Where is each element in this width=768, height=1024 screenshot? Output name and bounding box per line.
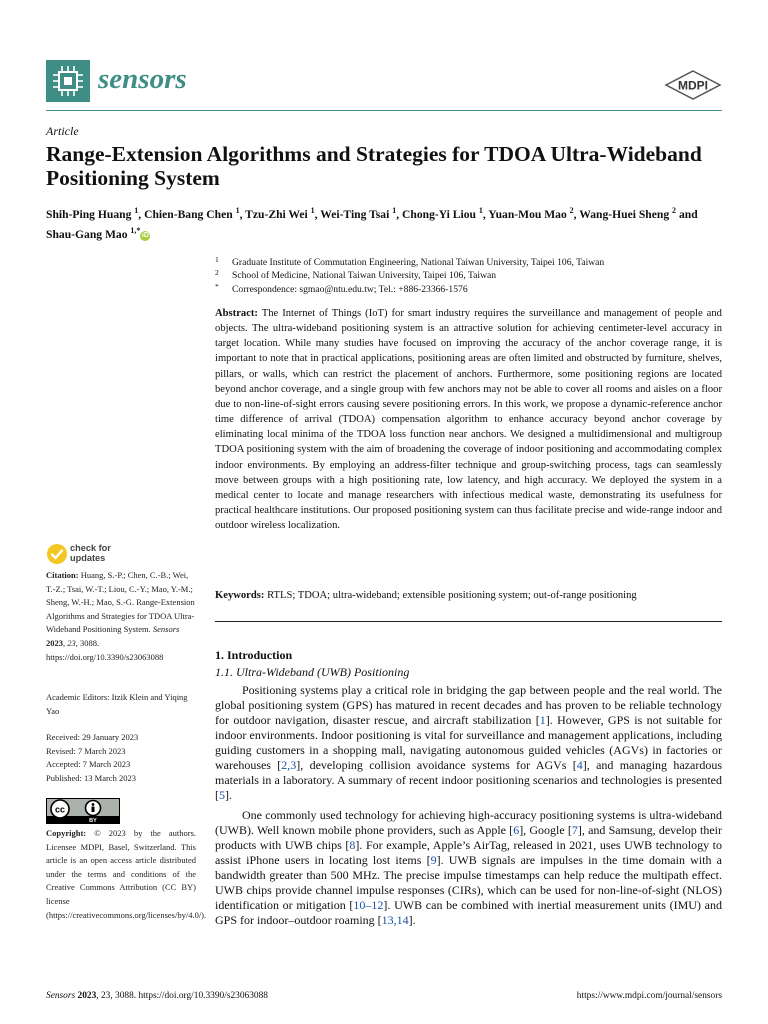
cc-by-license-icon[interactable] — [46, 798, 120, 824]
footer-year: 2023 — [77, 991, 97, 1001]
author-affiliation-mark: 1 — [392, 206, 397, 215]
mdpi-logo-icon — [664, 70, 722, 100]
section-heading: 1. Introduction — [215, 648, 293, 662]
reference-link[interactable]: 2,3 — [281, 758, 297, 772]
paragraph-text: One commonly used technology for achieving high-accuracy positioning systems is ultra-wideband (UWB). Well known mobile phone providers, such as Apple [ — [215, 808, 722, 837]
reference-link[interactable]: 13,14 — [381, 913, 409, 927]
check-for-updates-icon[interactable] — [46, 543, 68, 565]
author-affiliation-mark: 1 — [478, 206, 483, 215]
reference-link[interactable]: 1 — [539, 713, 546, 727]
abstract-label: Abstract: — [215, 308, 258, 319]
copyright — [46, 827, 207, 922]
author-affiliation-mark: 1 — [310, 206, 315, 215]
academic-editors: Academic Editors: Itzik Klein and Yiqing Yao — [46, 692, 188, 716]
paragraph-text: ]. — [225, 788, 232, 802]
author-affiliation-mark: 2 — [672, 206, 677, 215]
check-label-line: check for — [70, 543, 111, 553]
affiliation-text: School of Medicine, National Taiwan University, Taipei 106, Taiwan — [232, 270, 497, 281]
citation-volume: 23 — [67, 637, 76, 648]
date-accepted: Accepted: 7 March 2023 — [46, 759, 131, 770]
footer-journal: Sensors — [46, 991, 76, 1001]
abstract — [215, 306, 722, 533]
reference-link[interactable]: 7 — [571, 823, 578, 837]
affiliation-mark: * — [215, 282, 219, 291]
abstract-text: The Internet of Things (IoT) for smart industry requires the surveillance and management of people and objects. The ultra-wideband positioning system is an attractive solution for achieving centimeter-level accuracy in target location. While many studies have focused on improving the accuracy of the anchor coverage range, it is important to note that in practical applications, positioning areas are often limited and obstructed by furniture, shelves, pillars, or walls, which can restrict the placement of anchors. Furthermore, some positioning regions are located beyond anchor coverage, and a single group with few anchors may not be able to cover all rooms and aisles on a floor due to non-line-of-sight errors causing severe positioning errors. In this work, we propose a dynamic-reference anchor time difference of arrival (TDOA) compensation algorithm to enhance accuracy beyond anchor coverage by eliminating local minima of the TDOA loss function near anchors. We designed a multidimensional and multigroup TDOA positioning system with the aim of broadening the coverage of indoor positioning and accommodating complex indoor environments. By employing an address-filter technique and group-switching process, tags can seamlessly move between groups with a high positioning rate, low latency, and high accuracy. We deployed the system in a medical center to locate and manage researchers with infectious medical waste, demonstrating its usefulness for practical healthcare institutions. Our proposed positioning system can thus facilitate precise and wide-range indoor and outdoor wireless localization. — [215, 308, 722, 532]
footer-doi[interactable]: , 23, 3088. https://doi.org/10.3390/s23063088 — [96, 991, 268, 1001]
author-affiliation-mark: 2 — [569, 206, 574, 215]
header-divider — [46, 110, 722, 111]
correspondence — [215, 281, 725, 296]
date-revised: Revised: 7 March 2023 — [46, 745, 126, 756]
intro-paragraph-2 — [215, 808, 722, 928]
check-label-line: updates — [70, 553, 106, 563]
subsection-heading: 1.1. Ultra-Wideband (UWB) Positioning — [215, 665, 410, 679]
affiliation-text: Graduate Institute of Commutation Engineering, National Taiwan University, Taipei 106, Taiwan — [232, 257, 605, 268]
date-received: Received: 29 January 2023 — [46, 732, 139, 742]
citation: Citation: Huang, S.-P.; Chen, C.-B.; Wei, T.-Z.; Tsai, W.-T.; Liou, C.-Y.; Mao, Y.-M.; Sheng, W.-H.; Mao, S.-G. Range-Extension Algorithms and Strategies for TDOA Ultra-Wideband Positioning System. Sensors 2023, 23, 3088. https://doi.org/10.3390/s23063088 — [46, 570, 195, 662]
author-name: Wang-Huei Sheng — [579, 207, 673, 221]
affiliation-mark: 2 — [215, 268, 219, 277]
article-dates — [46, 731, 196, 785]
cc-by-label: BY — [89, 818, 97, 824]
keywords — [215, 588, 722, 603]
check-for-updates-label[interactable] — [70, 543, 111, 563]
citation-journal: Sensors — [152, 624, 180, 635]
footer-citation — [46, 990, 268, 1002]
author-name: Shih-Ping Huang — [46, 207, 135, 221]
paper-title: Range-Extension Algorithms and Strategies for TDOA Ultra-Wideband Positioning System — [46, 142, 702, 190]
paragraph-text: ]. UWB can be combined with inertial measurement units (IMU) and GPS for indoor–outdoor roaming [ — [215, 898, 722, 927]
affiliation-2 — [215, 267, 725, 282]
reference-link[interactable]: 5 — [219, 788, 225, 802]
reference-link[interactable]: 10–12 — [353, 898, 384, 912]
date-published: Published: 13 March 2023 — [46, 772, 136, 783]
intro-paragraph-1 — [215, 683, 722, 803]
copyright-text: © 2023 by the authors. Licensee MDPI, Basel, Switzerland. This article is an open access article distributed under the terms and conditions of the Creative Commons Attribution (CC BY) license (https://creativecommons.org/licenses/by/4.0/). — [46, 828, 207, 920]
journal-logo-icon — [46, 60, 90, 102]
author-name: Wei-Ting Tsai — [320, 207, 393, 221]
paragraph-text: ]. UWB signals are impulses in the time domain with a bandwidth greater than 500 MHz. The precise impulse timestamps can help reduce the multipath effect. UWB chips provide channel impulse responses (CIRs), which can be used for non-line-of-sight (NLOS) identification or mitigation [ — [215, 853, 722, 912]
author-name: Tzu-Zhi Wei — [245, 207, 311, 221]
keywords-divider — [215, 621, 722, 622]
paragraph-text: ], and Samsung, develop their products with UWB chips [ — [215, 823, 722, 852]
author-affiliation-mark: 1 — [235, 206, 240, 215]
paragraph-text: ]. However, GPS is not suitable for indoor environments. Indoor positioning is vital for surveillance and management applications, including guiding customers in a shopping mall, navigating autonomous guided vehicles (AGVs) in factories or warehouses [ — [215, 713, 722, 772]
keywords-text: RTLS; TDOA; ultra-wideband; extensible positioning system; out-of-range positioning — [267, 590, 637, 601]
keywords-label: Keywords: — [215, 590, 265, 601]
reference-link[interactable]: 6 — [513, 823, 520, 837]
reference-link[interactable]: 9 — [430, 853, 437, 867]
paragraph-text: ], Google [ — [519, 823, 572, 837]
publisher-name: MDPI — [678, 78, 708, 93]
copyright-label: Copyright: — [46, 828, 87, 838]
paragraph-text: ], and managing hazardous materials in a laboratory. A summary of recent indoor positioning scenarios and technologies is presented [ — [215, 758, 722, 802]
author-affiliation-mark: 1 — [134, 206, 139, 215]
journal-name: sensors — [98, 63, 187, 95]
author-affiliation-mark: 1,* — [130, 225, 141, 235]
paragraph-text: Positioning systems play a critical role in bridging the gap between people and the real world. The global positioning system (GPS) has matured in recent decades and has proven to be reliable technology for outdoor navigation, disaster rescue, and aircraft stabilization [ — [215, 683, 722, 727]
author-name: Chong-Yi Liou — [402, 207, 479, 221]
affiliation-mark: 1 — [215, 255, 219, 264]
citation-label: Citation: — [46, 570, 79, 580]
reference-link[interactable]: 4 — [576, 758, 583, 772]
paragraph-text: ]. — [408, 913, 416, 927]
affiliation-text: Correspondence: sgmao@ntu.edu.tw; Tel.: +886-23366-1576 — [232, 284, 468, 295]
reference-link[interactable]: 8 — [349, 838, 356, 852]
author-name: Chien-Bang Chen — [144, 207, 236, 221]
citation-doi-link[interactable]: , 3088. https://doi.org/10.3390/s23063088 — [46, 637, 164, 662]
author-name: Yuan-Mou Mao — [488, 207, 570, 221]
paragraph-text: ]. For example, Apple’s AirTag, released in 2021, uses UWB technology to assist iPhone users in locating lost items [ — [215, 838, 723, 867]
paragraph-text: ], developing collision avoidance systems for AGVs [ — [296, 758, 577, 772]
author-list: Shih-Ping Huang $^1$, Chien-Bang Chen $^1$, Tzu-Zhi Wei $^1$, Wei-Ting Tsai $^1$, Chong-Yi Liou $^1$, Yuan-Mou Mao $^2$, Wang-Huei Sheng $^2$ and Shau-Gang Mao $^{1,*}$iD — [46, 206, 698, 241]
footer-journal-url[interactable]: https://www.mdpi.com/journal/sensors — [576, 991, 722, 1001]
citation-year: 2023 — [46, 637, 63, 648]
svg-text:cc: cc — [54, 804, 66, 815]
orcid-icon[interactable]: iD — [141, 231, 149, 239]
author-name: Shau-Gang Mao — [46, 227, 131, 241]
article-type: Article — [46, 124, 79, 138]
citation-text: Huang, S.-P.; Chen, C.-B.; Wei, T.-Z.; Tsai, W.-T.; Liou, C.-Y.; Mao, Y.-M.; Sheng, W.-H.; Mao, S.-G. Range-Extension Algorithms and Strategies for TDOA Ultra-Wideband Positioning System. — [46, 570, 195, 635]
